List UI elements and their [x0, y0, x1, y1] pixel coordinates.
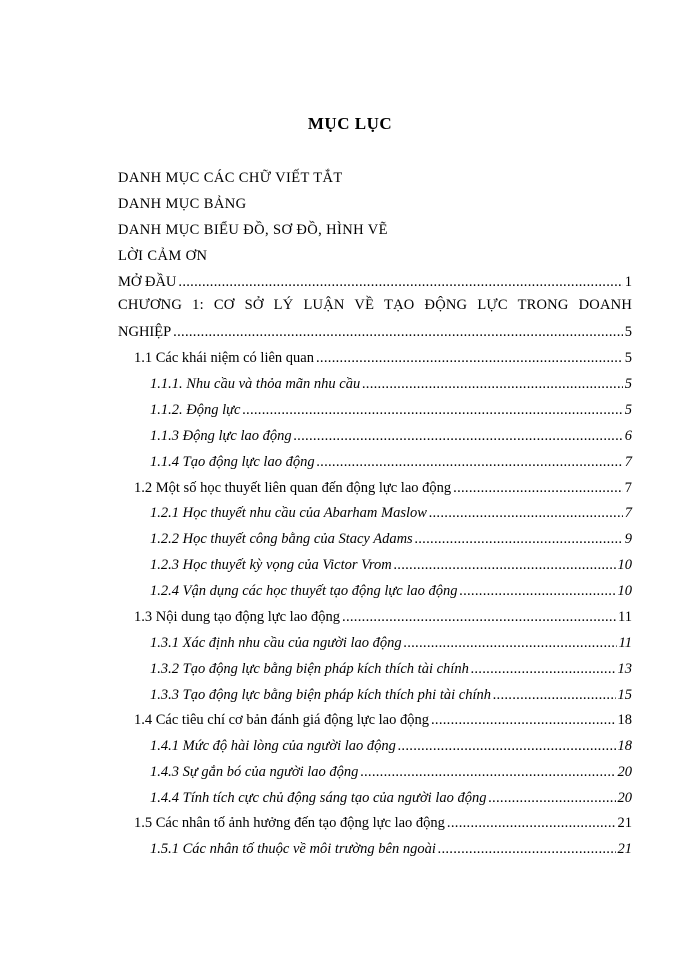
toc-entry[interactable] — [150, 454, 632, 471]
toc-page-number: 5 — [624, 376, 632, 392]
toc-entry-text: 1.2.3 Học thuyết kỳ vọng của Victor Vrom — [150, 557, 392, 573]
toc-page-number: 21 — [617, 841, 632, 857]
leader-dots — [398, 738, 616, 755]
leader-dots — [394, 557, 616, 574]
toc-entry-text: 1.1.3 Động lực lao động — [150, 428, 292, 444]
toc-entry-text: 1.2.2 Học thuyết công bằng của Stacy Adams — [150, 531, 413, 547]
toc-entry-text: 1.4.4 Tính tích cực chủ động sáng tạo của người lao động — [150, 790, 487, 806]
toc-page-number: 15 — [617, 687, 632, 703]
toc-page-number: 1 — [624, 274, 632, 290]
toc-front-tables[interactable]: DANH MỤC BẢNG — [118, 196, 247, 212]
toc-entry[interactable] — [150, 661, 632, 678]
leader-dots — [415, 531, 623, 548]
leader-dots — [317, 454, 623, 471]
toc-page-number: 11 — [618, 635, 632, 651]
leader-dots — [342, 609, 616, 626]
toc-entry[interactable] — [134, 350, 632, 367]
leader-dots — [362, 376, 623, 393]
toc-page-number: 10 — [617, 557, 632, 573]
toc-entry[interactable] — [150, 764, 632, 781]
toc-page-number: 9 — [624, 531, 632, 547]
toc-page-number: 7 — [624, 505, 632, 521]
toc-entry[interactable] — [150, 402, 632, 419]
toc-front-acknowledgement[interactable]: LỜI CẢM ƠN — [118, 248, 208, 264]
toc-entry-text: 1.5 Các nhân tố ảnh hưởng đến tạo động lực lao động — [134, 815, 445, 831]
toc-entry[interactable] — [150, 738, 632, 755]
toc-front-abbreviations[interactable]: DANH MỤC CÁC CHỮ VIẾT TẮT — [118, 170, 343, 186]
toc-entry-text: 1.1 Các khái niệm có liên quan — [134, 350, 314, 366]
leader-dots — [447, 815, 616, 832]
toc-entry-text: 1.2 Một số học thuyết liên quan đến động lực lao động — [134, 480, 452, 496]
toc-entry[interactable] — [150, 531, 632, 548]
leader-dots — [460, 583, 616, 600]
leader-dots — [453, 480, 623, 497]
toc-entry[interactable] — [150, 583, 632, 600]
toc-page-number: 6 — [624, 428, 632, 444]
toc-entry[interactable] — [150, 557, 632, 574]
toc-entry[interactable] — [150, 841, 632, 858]
toc-entry-text: 1.1.4 Tạo động lực lao động — [150, 454, 315, 470]
toc-entry-text: 1.4.3 Sự gắn bó của người lao động — [150, 764, 359, 780]
toc-entry-text: 1.4.1 Mức độ hài lòng của người lao động — [150, 738, 396, 754]
toc-entry-text: 1.3 Nội dung tạo động lực lao động — [134, 609, 341, 625]
toc-page-number: 5 — [624, 324, 632, 340]
leader-dots — [404, 635, 617, 652]
toc-entry-text: MỞ ĐẦU — [118, 274, 177, 290]
toc-entry-text: 1.3.3 Tạo động lực bằng biện pháp kích thích phi tài chính — [150, 687, 491, 703]
toc-chapter1[interactable] — [118, 324, 632, 341]
toc-page-number: 18 — [617, 738, 632, 754]
toc-page-number: 20 — [617, 790, 632, 806]
toc-entry[interactable] — [150, 428, 632, 445]
toc-entry[interactable] — [134, 609, 632, 626]
toc-page-number: 11 — [618, 609, 632, 625]
toc-chapter1-title[interactable]: CHƯƠNG 1: CƠ SỞ LÝ LUẬN VỀ TẠO ĐỘNG LỰC TRONG DOANH — [118, 297, 632, 313]
toc-entry-text: 1.3.2 Tạo động lực bằng biện pháp kích thích tài chính — [150, 661, 469, 677]
toc-page-number: 21 — [617, 815, 632, 831]
toc-entry-text: 1.2.4 Vận dụng các học thuyết tạo động lực lao động — [150, 583, 458, 599]
toc-entry-text: NGHIỆP — [118, 324, 172, 340]
toc-entry[interactable] — [150, 505, 632, 522]
toc-entry[interactable] — [134, 815, 632, 832]
toc-page-number: 7 — [624, 454, 632, 470]
toc-entry[interactable] — [150, 790, 632, 807]
leader-dots — [431, 712, 616, 729]
toc-page-number: 10 — [617, 583, 632, 599]
toc-entry-text: 1.3.1 Xác định nhu cầu của người lao động — [150, 635, 402, 651]
toc-entry-text: 1.1.2. Động lực — [150, 402, 241, 418]
toc-entry[interactable] — [150, 687, 632, 704]
toc-intro[interactable] — [118, 274, 632, 291]
toc-page-number: 5 — [624, 402, 632, 418]
toc-page-number: 13 — [617, 661, 632, 677]
toc-entry-text: 1.1.1. Nhu cầu và thỏa mãn nhu cầu — [150, 376, 361, 392]
leader-dots — [178, 274, 622, 291]
leader-dots — [242, 402, 622, 419]
toc-entry[interactable] — [134, 480, 632, 497]
toc-entry-text: 1.5.1 Các nhân tố thuộc về môi trường bên ngoài — [150, 841, 436, 857]
toc-entry[interactable] — [150, 635, 632, 652]
leader-dots — [438, 841, 616, 858]
toc-page-number: 20 — [617, 764, 632, 780]
toc-front-figures[interactable]: DANH MỤC BIỂU ĐỒ, SƠ ĐỒ, HÌNH VẼ — [118, 222, 388, 238]
toc-page-number: 5 — [624, 350, 632, 366]
toc-entry-text: 1.4 Các tiêu chí cơ bản đánh giá động lực lao động — [134, 712, 429, 728]
toc-entry[interactable] — [134, 712, 632, 729]
leader-dots — [493, 687, 616, 704]
leader-dots — [173, 324, 623, 341]
leader-dots — [294, 428, 623, 445]
page-title: MỤC LỤC — [307, 114, 393, 133]
leader-dots — [471, 661, 616, 678]
toc-entry[interactable] — [150, 376, 632, 393]
leader-dots — [316, 350, 623, 367]
leader-dots — [429, 505, 623, 522]
toc-page-number: 7 — [624, 480, 632, 496]
leader-dots — [489, 790, 616, 807]
leader-dots — [360, 764, 615, 781]
toc-page-number: 18 — [617, 712, 632, 728]
toc-entry-text: 1.2.1 Học thuyết nhu cầu của Abarham Maslow — [150, 505, 427, 521]
